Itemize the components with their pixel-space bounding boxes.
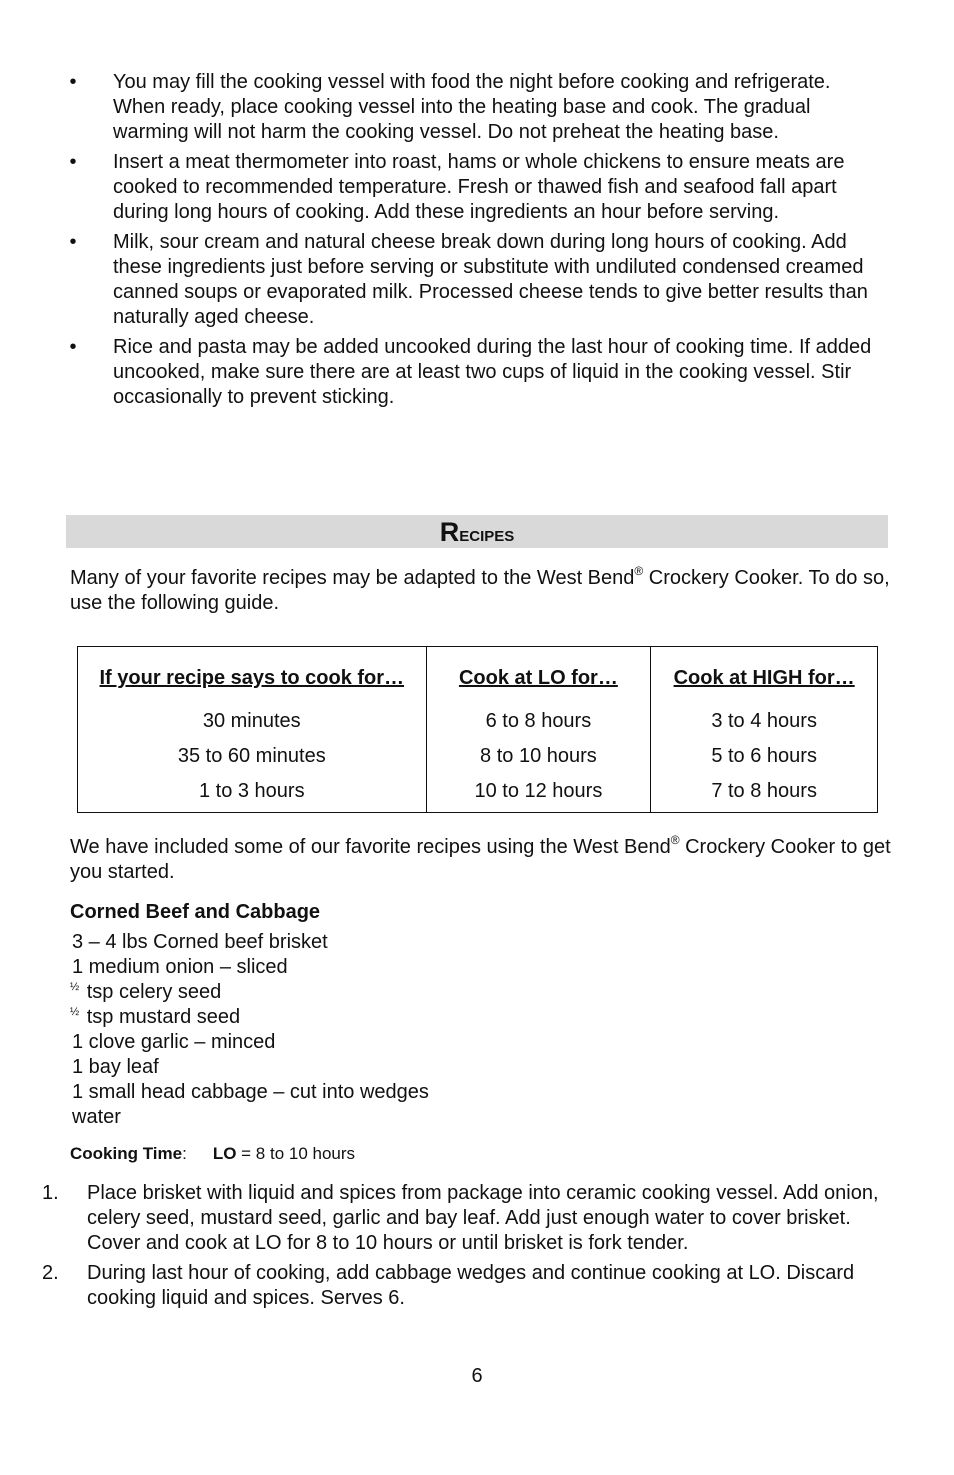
cooking-time-colon: :: [182, 1144, 187, 1163]
table-cell: 7 to 8 hours: [651, 773, 878, 813]
tip-text: You may fill the cooking vessel with food the night before cooking and refrigerate. When ready, place cooking vessel into the heating base and cook. The gradual warming will not harm the cooking vessel. Do not preheat the heating base.: [113, 71, 831, 143]
tip-text: Insert a meat thermometer into roast, hams or whole chickens to ensure meats are cooked to recommended temperature. Fresh or thawed fish and seafood fall apart during long hours of cooking. Add these ingredients an hour before serving.: [113, 151, 845, 223]
step-text: During last hour of cooking, add cabbage wedges and continue cooking at LO. Discard cooking liquid and spices. Serves 6.: [87, 1262, 855, 1309]
table-header-high: Cook at HIGH for…: [651, 647, 878, 704]
section-heading-rest: ecipes: [459, 521, 515, 546]
step-number: 2.: [42, 1262, 59, 1284]
lo-label: LO: [212, 1144, 237, 1163]
table-cell: 3 to 4 hours: [651, 703, 878, 738]
table-row: [78, 738, 878, 773]
step-number: 1.: [42, 1182, 59, 1204]
intro-paragraph: [70, 566, 900, 616]
bullet-icon: •: [69, 336, 77, 358]
page-number: 6: [471, 1365, 483, 1387]
registered-mark: ®: [634, 564, 644, 578]
table-header-lo: Cook at LO for…: [426, 647, 651, 704]
ingredient-item: [70, 980, 429, 1005]
table-row: [78, 773, 878, 813]
ingredient-text: water: [72, 1106, 121, 1128]
step-text: Place brisket with liquid and spices from package into ceramic cooking vessel. Add onion, celery seed, mustard seed, garlic and bay leaf. Add just enough water to cover brisket. Cover and cook at LO for 8 to 10 hours or until brisket is fork tender.: [87, 1182, 879, 1254]
intro-text-before: Many of your favorite recipes may be adapted to the West Bend: [70, 567, 635, 589]
intro-text-after: Crockery Cooker. To do so, use the following guide.: [70, 567, 890, 614]
tip-item: [66, 230, 886, 330]
ingredient-item: [70, 1080, 429, 1105]
cooking-guide-table: [77, 646, 878, 813]
tip-item: [66, 150, 886, 225]
ingredient-text: 1 clove garlic – minced: [72, 1031, 276, 1053]
ingredient-text: 1 medium onion – sliced: [72, 956, 288, 978]
tip-item: [66, 70, 886, 145]
tip-item: [66, 335, 886, 410]
table-cell: 30 minutes: [78, 703, 427, 738]
ingredient-text: tsp celery seed: [81, 981, 222, 1003]
ingredient-item: [70, 955, 429, 980]
section-heading-recipes: [66, 515, 888, 548]
cooking-time-label: Cooking Time: [70, 1144, 183, 1163]
ingredient-item: [70, 1005, 429, 1030]
table-cell: 1 to 3 hours: [78, 773, 427, 813]
registered-mark: ®: [670, 833, 680, 847]
ingredients-list: [70, 930, 429, 1130]
tip-text: Milk, sour cream and natural cheese break down during long hours of cooking. Add these ingredients just before serving or substitute with undiluted condensed creamed canned soups or evaporated milk. Processed cheese tends to give better results than naturally aged cheese.: [113, 231, 868, 328]
ingredient-item: [70, 1030, 429, 1055]
ingredient-item: [70, 930, 429, 955]
ingredient-text: tsp mustard seed: [81, 1006, 241, 1028]
ingredient-fraction: ½: [70, 981, 80, 993]
table-cell: 35 to 60 minutes: [78, 738, 427, 773]
step-item: [42, 1181, 887, 1256]
cooking-time: [70, 1143, 355, 1165]
table-header-recipe-time: If your recipe says to cook for…: [78, 647, 427, 704]
lo-value: = 8 to 10 hours: [236, 1144, 356, 1163]
table-cell: 10 to 12 hours: [426, 773, 651, 813]
included-text-before: We have included some of our favorite recipes using the West Bend: [70, 836, 671, 858]
table-cell: 5 to 6 hours: [651, 738, 878, 773]
table-cell: 8 to 10 hours: [426, 738, 651, 773]
ingredient-text: 3 – 4 lbs Corned beef brisket: [72, 931, 328, 953]
table-cell: 6 to 8 hours: [426, 703, 651, 738]
table-header-row: [78, 647, 878, 704]
ingredient-item: [70, 1055, 429, 1080]
step-item: [42, 1261, 887, 1311]
ingredient-item: [70, 1105, 429, 1130]
ingredient-text: 1 small head cabbage – cut into wedges: [72, 1081, 429, 1103]
bullet-icon: •: [69, 151, 77, 173]
tip-text: Rice and pasta may be added uncooked during the last hour of cooking time. If added uncooked, make sure there are at least two cups of liquid in the cooking vessel. Stir occasionally to prevent sticking.: [113, 336, 872, 408]
table-row: [78, 703, 878, 738]
bullet-icon: •: [69, 71, 77, 93]
included-paragraph: [70, 835, 900, 885]
recipe-title: Corned Beef and Cabbage: [70, 901, 321, 923]
steps-list: [42, 1181, 887, 1316]
ingredient-fraction: ½: [70, 1006, 80, 1018]
included-text-after: Crockery Cooker to get you started.: [70, 836, 891, 883]
section-heading-initial: R: [439, 517, 460, 547]
bullet-icon: •: [69, 231, 77, 253]
ingredient-text: 1 bay leaf: [72, 1056, 159, 1078]
tips-list: [66, 70, 886, 415]
